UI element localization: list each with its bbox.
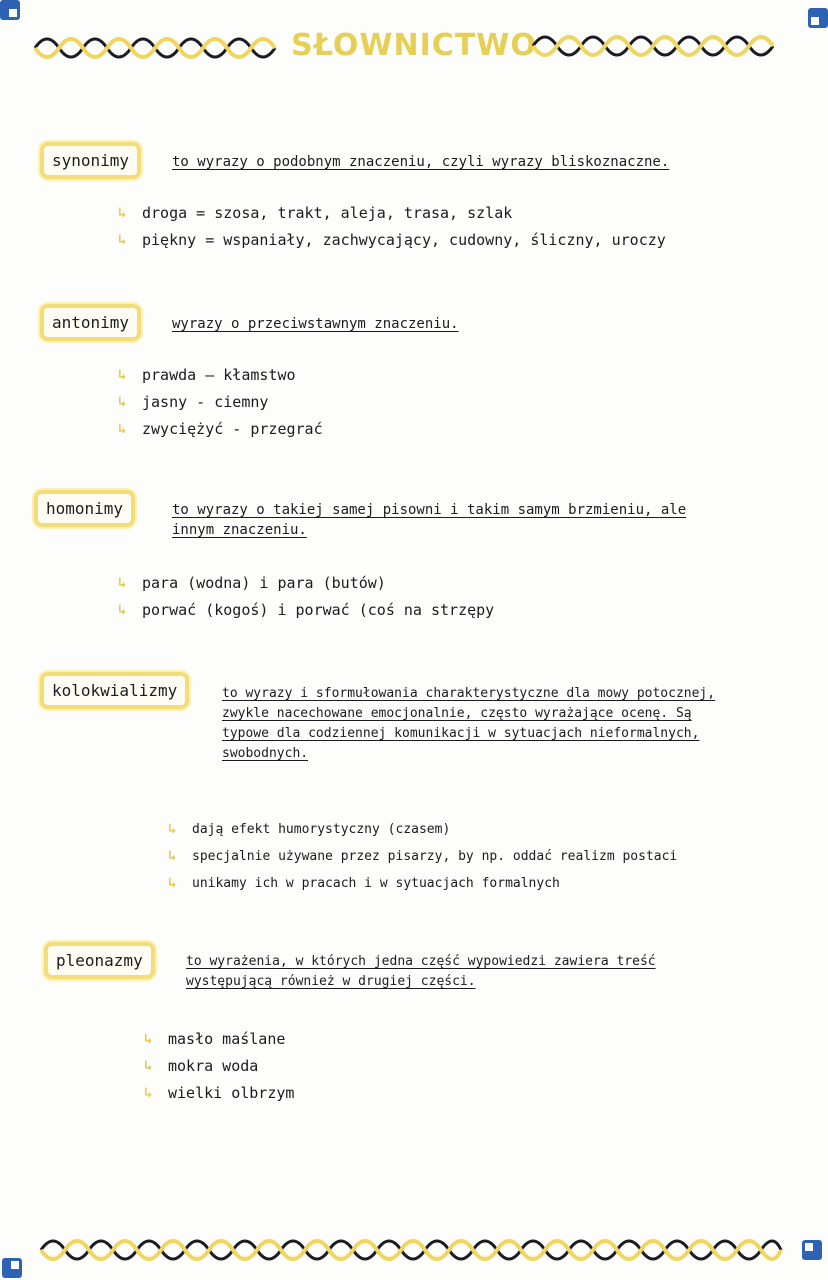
list-item: ↳ masło maślane: [144, 1026, 294, 1053]
examples-synonimy: [118, 200, 666, 254]
arrow-icon: ↳: [118, 602, 127, 618]
arrow-icon: ↳: [118, 421, 127, 437]
term-kolokwializmy: kolokwializmy: [40, 672, 189, 709]
arrow-icon: ↳: [118, 205, 127, 221]
arrow-icon: ↳: [144, 1058, 153, 1074]
definition-synonimy: [172, 152, 669, 172]
arrow-icon: ↳: [168, 821, 177, 837]
definition-kolokwializmy: [222, 684, 715, 764]
wave-decoration-bottom: [36, 1232, 786, 1268]
arrow-icon: ↳: [118, 367, 127, 383]
list-item: ↳ droga = szosa, trakt, aleja, trasa, szlak: [118, 200, 666, 227]
list-item: ↳ jasny - ciemny: [118, 389, 323, 416]
term-homonimy: homonimy: [34, 490, 135, 527]
corner-mark-top-right: [808, 8, 828, 28]
definition-homonimy: [172, 500, 686, 540]
list-item: ↳ wielki olbrzym: [144, 1080, 294, 1107]
definition-line: innym znaczeniu.: [172, 522, 307, 538]
arrow-icon: ↳: [118, 232, 127, 248]
list-item: ↳ prawda — kłamstwo: [118, 362, 323, 389]
corner-mark-top-left: [0, 0, 20, 20]
examples-antonimy: [118, 362, 323, 443]
definition-line: zwykle nacechowane emocjonalnie, często wyrażające ocenę. Są: [222, 706, 692, 721]
term-pleonazmy: pleonazmy: [44, 942, 155, 979]
definition-line: to wyrazy o takiej samej pisowni i takim samym brzmieniu, ale: [172, 502, 687, 518]
definition-line: występującą również w drugiej części.: [186, 974, 476, 989]
definition-line: to wyrazy o podobnym znaczeniu, czyli wyrazy bliskoznaczne.: [172, 154, 670, 170]
list-item: ↳ mokra woda: [144, 1053, 294, 1080]
definition-line: wyrazy o przeciwstawnym znaczeniu.: [172, 316, 459, 332]
list-item: ↳ porwać (kogoś) i porwać (coś na strzępy: [118, 597, 494, 624]
term-synonimy: synonimy: [40, 142, 141, 179]
examples-homonimy: [118, 570, 494, 624]
list-item: ↳ specjalnie używane przez pisarzy, by np. oddać realizm postaci: [168, 843, 677, 870]
definition-antonimy: [172, 314, 459, 334]
examples-pleonazmy: [144, 1026, 294, 1107]
list-item: ↳ dają efekt humorystyczny (czasem): [168, 816, 677, 843]
arrow-icon: ↳: [144, 1085, 153, 1101]
list-item: ↳ piękny = wspaniały, zachwycający, cudowny, śliczny, uroczy: [118, 227, 666, 254]
arrow-icon: ↳: [168, 875, 177, 891]
arrow-icon: ↳: [118, 394, 127, 410]
term-antonimy: antonimy: [40, 304, 141, 341]
arrow-icon: ↳: [144, 1031, 153, 1047]
definition-line: to wyrażenia, w których jedna część wypowiedzi zawiera treść: [186, 954, 656, 969]
arrow-icon: ↳: [168, 848, 177, 864]
list-item: ↳ unikamy ich w pracach i w sytuacjach formalnych: [168, 870, 677, 897]
list-item: ↳ zwyciężyć - przegrać: [118, 416, 323, 443]
corner-mark-bottom-right: [802, 1240, 822, 1260]
definition-line: swobodnych.: [222, 746, 309, 761]
page-title: SŁOWNICTWO: [291, 28, 537, 63]
definition-line: to wyrazy i sformułowania charakterystyczne dla mowy potocznej,: [222, 686, 716, 701]
definition-pleonazmy: [186, 952, 656, 992]
arrow-icon: ↳: [118, 575, 127, 591]
examples-kolokwializmy: [168, 816, 677, 897]
corner-mark-bottom-left: [2, 1258, 22, 1278]
list-item: ↳ para (wodna) i para (butów): [118, 570, 494, 597]
definition-line: typowe dla codziennej komunikacji w sytuacjach nieformalnych,: [222, 726, 700, 741]
wave-decoration-top-right: [528, 28, 783, 64]
